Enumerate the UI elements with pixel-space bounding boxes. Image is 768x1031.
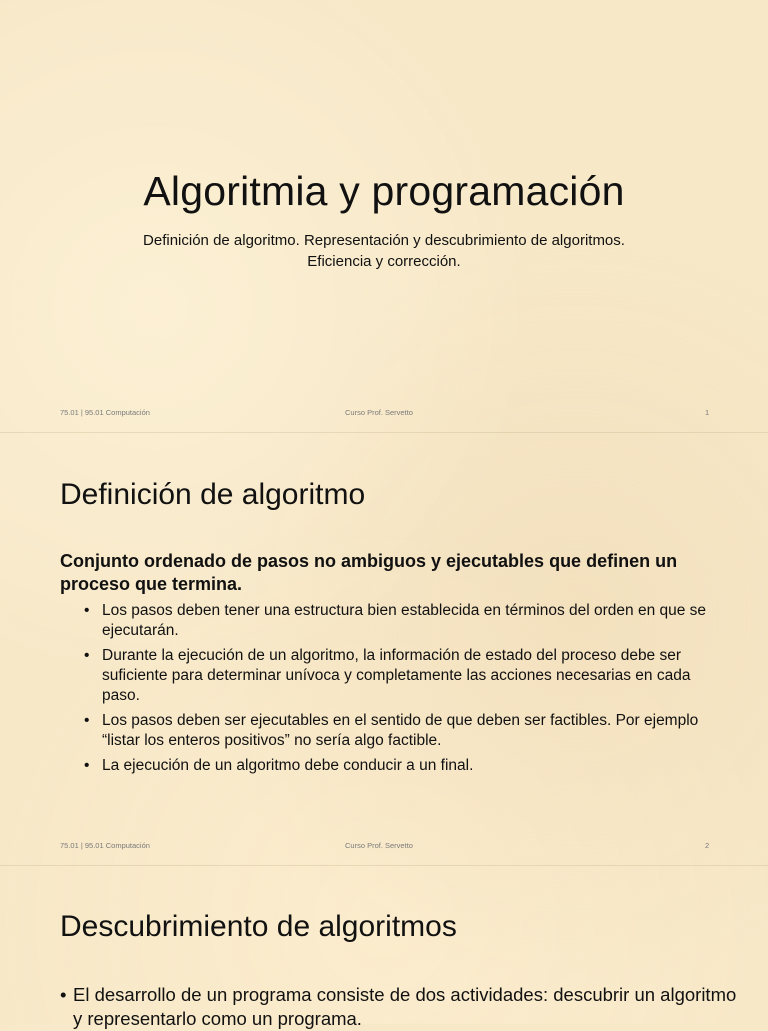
slide-3 <box>0 866 768 1029</box>
bullet-item: • La ejecución de un algoritmo debe conducir a un final. <box>84 756 724 776</box>
slide-1-subtitle: Definición de algoritmo. Representación y descubrimiento de algoritmos. Eficiencia y corrección. <box>143 232 625 270</box>
bullet-item: • Durante la ejecución de un algoritmo, la información de estado del proceso debe ser suficiente para determinar unívoca y completamente las acciones necesarias en cada paso. <box>84 646 724 706</box>
slide-2-title: Definición de algoritmo <box>60 478 366 511</box>
slide-2-footer-course: 75.01 | 95.01 Computación <box>60 841 150 850</box>
slide-2 <box>0 433 768 865</box>
slide-2-footer-page-number: 2 <box>705 841 710 850</box>
slide-1-footer-page-number: 1 <box>705 408 710 417</box>
slide-3-title: Descubrimiento de algoritmos <box>60 910 457 943</box>
slide-1-title: Algoritmia y programación <box>143 168 625 214</box>
slide-1 <box>0 0 768 432</box>
slide-2-lead-definition: Conjunto ordenado de pasos no ambiguos y ejecutables que definen un proceso que termina. <box>60 551 678 594</box>
bullet-item: • Los pasos deben ser ejecutables en el sentido de que deben ser factibles. Por ejemplo “listar los enteros positivos” no sería algo factible. <box>84 711 724 751</box>
slide-2-bullet-list <box>84 601 724 781</box>
slide-1-footer-course: 75.01 | 95.01 Computación <box>60 408 150 417</box>
bullet-item: • El desarrollo de un programa consiste de dos actividades: descubrir un algoritmo y representarlo como un programa. <box>60 983 740 1031</box>
bullet-item: • Los pasos deben tener una estructura bien establecida en términos del orden en que se ejecutarán. <box>84 601 724 641</box>
slide-2-footer-professor: Curso Prof. Servetto <box>345 841 413 850</box>
slide-1-footer-professor: Curso Prof. Servetto <box>345 408 413 417</box>
